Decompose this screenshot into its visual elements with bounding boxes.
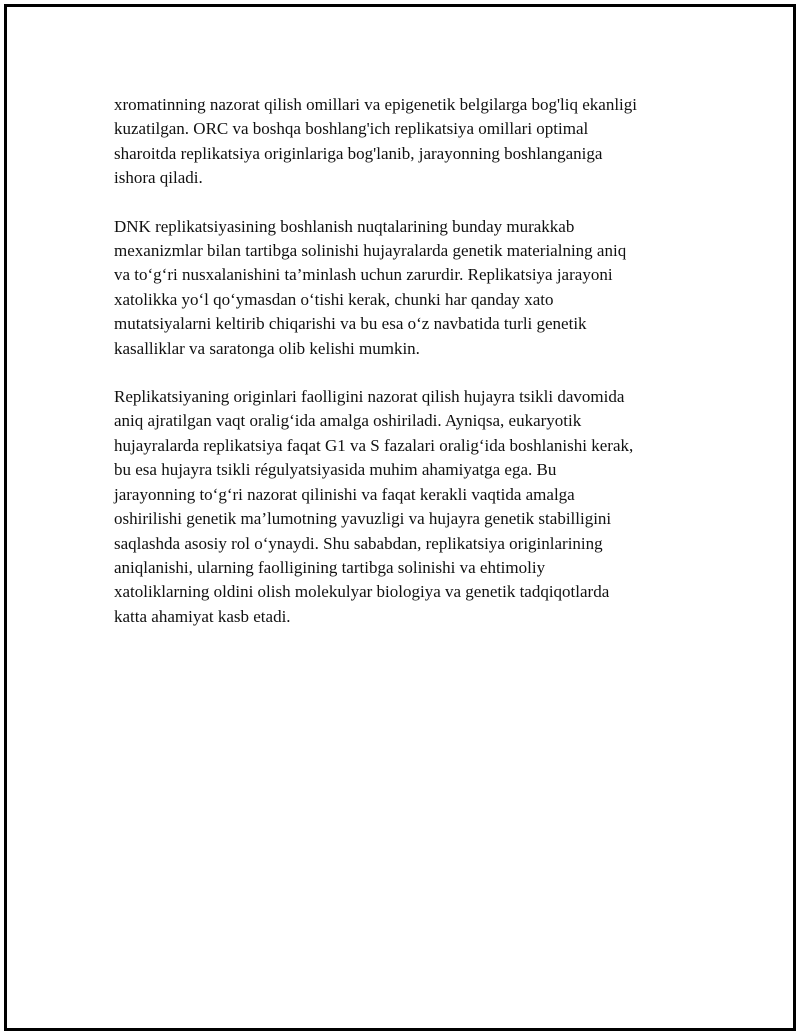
text-line: DNK replikatsiyasining boshlanish nuqtalarining bunday murakkab <box>114 216 575 236</box>
text-line: mexanizmlar bilan tartibga solinishi hujayralarda genetik materialning aniq <box>114 241 627 261</box>
document-body <box>114 93 698 653</box>
text-line: saqlashda asosiy rol o‘ynaydi. Shu sababdan, replikatsiya originlarining <box>114 533 603 553</box>
text-line: xromatinning nazorat qilish omillari va epigenetik belgilarga bog'liq ekanligi <box>114 95 638 114</box>
text-line: katta ahamiyat kasb etadi. <box>114 606 291 626</box>
text-line: ishora qiladi. <box>114 168 203 188</box>
text-line: xatoliklarning oldini olish molekulyar biologiya va genetik tadqiqotlarda <box>114 582 610 602</box>
text-line: kasalliklar va saratonga olib kelishi mumkin. <box>114 338 420 358</box>
text-line: bu esa hujayra tsikli régulyatsiyasida muhim ahamiyatga ega. Bu <box>114 460 557 480</box>
text-line: mutatsiyalarni keltirib chiqarishi va bu esa o‘z navbatida turli genetik <box>114 314 587 334</box>
text-line: kuzatilgan. ORC va boshqa boshlang'ich replikatsiya omillari optimal <box>114 119 589 139</box>
text-line: sharoitda replikatsiya originlariga bog'lanib, jarayonning boshlanganiga <box>114 143 603 163</box>
paragraph-3 <box>114 385 698 629</box>
text-line: xatolikka yo‘l qo‘ymasdan o‘tishi kerak, chunki har qanday xato <box>114 289 554 309</box>
text-line: hujayralarda replikatsiya faqat G1 va S fazalari oralig‘ida boshlanishi kerak, <box>114 435 634 455</box>
paragraph-2 <box>114 215 698 361</box>
paragraph-1 <box>114 93 698 191</box>
text-line: aniq ajratilgan vaqt oralig‘ida amalga oshiriladi. Ayniqsa, eukaryotik <box>114 411 582 431</box>
text-line: jarayonning to‘g‘ri nazorat qilinishi va faqat kerakli vaqtida amalga <box>114 484 575 504</box>
text-line: oshirilishi genetik ma’lumotning yavuzligi va hujayra genetik stabilligini <box>114 509 612 529</box>
text-line: Replikatsiyaning originlari faolligini nazorat qilish hujayra tsikli davomida <box>114 387 625 407</box>
text-line: aniqlanishi, ularning faolligining tartibga solinishi va ehtimoliy <box>114 557 546 577</box>
text-line: va to‘g‘ri nusxalanishini ta’minlash uchun zarurdir. Replikatsiya jarayoni <box>114 265 613 285</box>
